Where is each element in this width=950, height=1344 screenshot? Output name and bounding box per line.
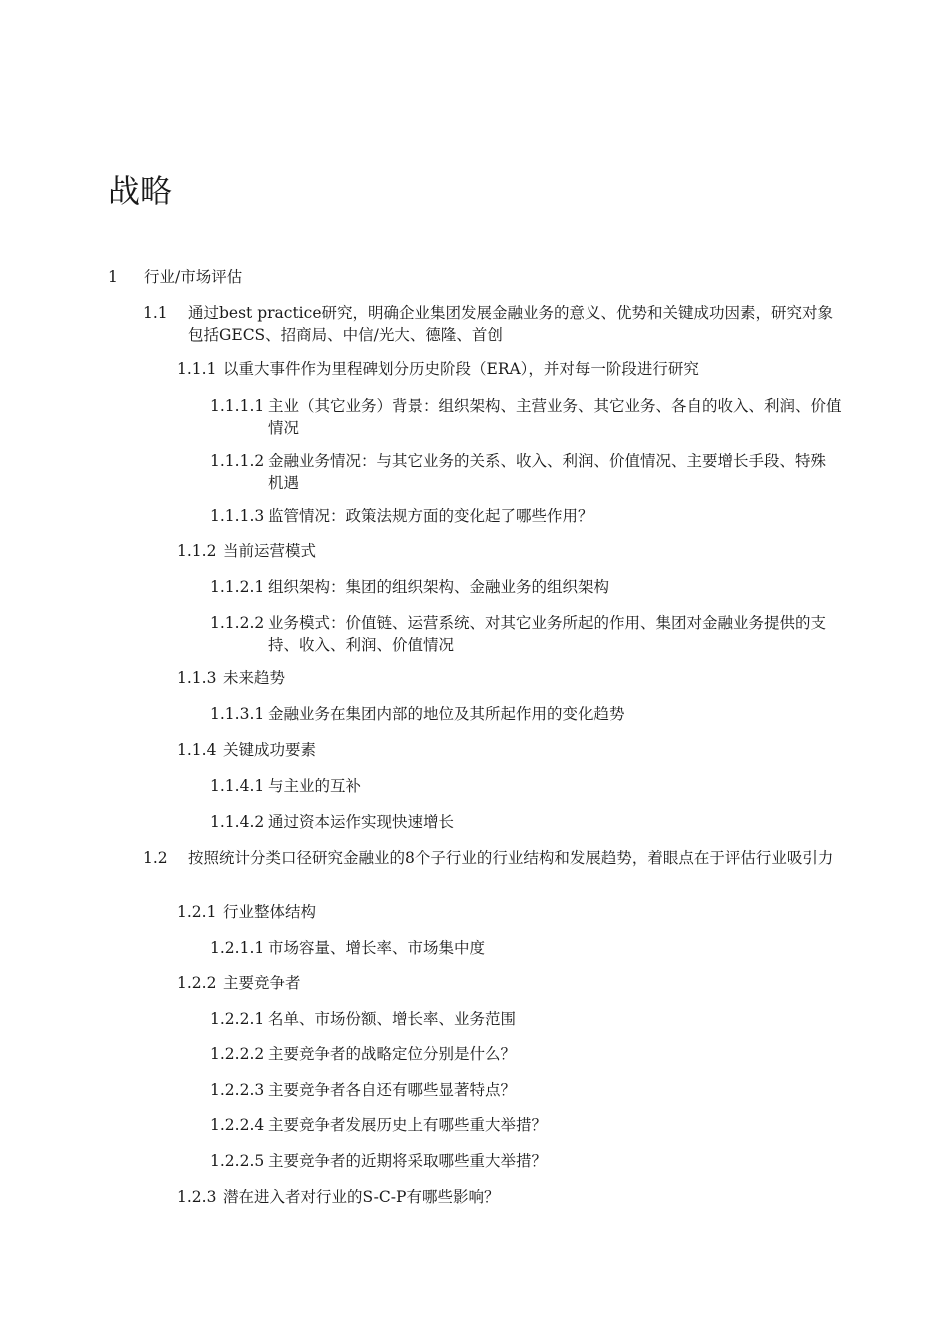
outline-text: 按照统计分类口径研究金融业的8个子行业的行业结构和发展趋势，着眼点在于评估行业吸引力	[188, 849, 834, 867]
outline-number: 1.1.2.1	[210, 578, 265, 596]
outline-item-1-2-2-2	[210, 1043, 850, 1065]
outline-number: 1.2	[143, 849, 168, 867]
outline-item-1-2-2-3	[210, 1079, 850, 1101]
outline-item-1-2-1	[177, 901, 847, 923]
outline-item-1-1-1-1	[210, 395, 850, 439]
outline-text: 潜在进入者对行业的S-C-P有哪些影响？	[223, 1188, 500, 1206]
outline-number: 1.1.1.3	[210, 507, 265, 525]
outline-text: 金融业务在集团内部的地位及其所起作用的变化趋势	[268, 705, 625, 723]
outline-number: 1.1.1.2	[210, 452, 265, 470]
outline-number: 1.2.2.3	[210, 1081, 265, 1099]
outline-text: 业务模式：价值链、运营系统、对其它业务所起的作用、集团对金融业务提供的支持、收入、利润、价值情况	[268, 614, 827, 654]
outline-item-1-2-2	[177, 972, 847, 994]
outline-number: 1.1.4.2	[210, 813, 265, 831]
outline-number: 1.1.3	[177, 669, 217, 687]
outline-item-1-2-2-5	[210, 1150, 850, 1172]
outline-item-1-1-4-2	[210, 811, 850, 833]
outline-number: 1	[108, 268, 118, 286]
outline-text: 以重大事件作为里程碑划分历史阶段（ERA），并对每一阶段进行研究	[223, 360, 699, 378]
outline-number: 1.2.3	[177, 1188, 217, 1206]
outline-number: 1.1.4	[177, 741, 217, 759]
outline-text: 主要竞争者的近期将采取哪些重大举措？	[268, 1152, 548, 1170]
outline-number: 1.2.2.1	[210, 1010, 265, 1028]
outline-item-1-2-1-1	[210, 937, 850, 959]
outline-item-1-1-4-1	[210, 775, 850, 797]
outline-item-1-1-1	[177, 358, 847, 380]
outline-text: 主业（其它业务）背景：组织架构、主营业务、其它业务、各自的收入、利润、价值情况	[268, 397, 842, 437]
outline-text: 组织架构：集团的组织架构、金融业务的组织架构	[268, 578, 610, 596]
outline-number: 1.2.2.2	[210, 1045, 265, 1063]
outline-number: 1.1.2.2	[210, 614, 265, 632]
outline-item-1-2	[143, 847, 843, 869]
outline-text: 主要竞争者发展历史上有哪些重大举措？	[268, 1116, 548, 1134]
outline-text: 主要竞争者	[223, 974, 301, 992]
outline-text: 行业/市场评估	[144, 268, 243, 286]
outline-text: 与主业的互补	[268, 777, 362, 795]
outline-number: 1.1.3.1	[210, 705, 265, 723]
outline-number: 1.1.4.1	[210, 777, 265, 795]
outline-text: 市场容量、增长率、市场集中度	[268, 939, 486, 957]
page-title: 战略	[108, 172, 173, 210]
outline-text: 主要竞争者各自还有哪些显著特点？	[268, 1081, 517, 1099]
outline-item-1-2-2-4	[210, 1114, 850, 1136]
outline-number: 1.2.2.5	[210, 1152, 265, 1170]
outline-text: 行业整体结构	[223, 903, 317, 921]
outline-item-1-1-3	[177, 667, 847, 689]
outline-item-1-1-3-1	[210, 703, 850, 725]
outline-item-1-1-4	[177, 739, 847, 761]
outline-item-1-1-1-3	[210, 505, 850, 527]
outline-number: 1.2.1	[177, 903, 217, 921]
outline-item-1-2-2-1	[210, 1008, 850, 1030]
outline-text: 未来趋势	[223, 669, 286, 687]
outline-text: 金融业务情况：与其它业务的关系、收入、利润、价值情况、主要增长手段、特殊机遇	[268, 452, 827, 492]
outline-number: 1.2.1.1	[210, 939, 265, 957]
outline-number: 1.1.2	[177, 542, 217, 560]
outline-item-1-1-2	[177, 540, 847, 562]
outline-number: 1.2.2	[177, 974, 217, 992]
outline-text: 通过best practice研究，明确企业集团发展金融业务的意义、优势和关键成功因素，研究对象包括GECS、招商局、中信/光大、德隆、首创	[188, 304, 834, 344]
outline-item-1-2-3	[177, 1186, 847, 1208]
outline-text: 主要竞争者的战略定位分别是什么？	[268, 1045, 517, 1063]
outline-item-1-1	[143, 302, 843, 346]
outline-text: 关键成功要素	[223, 741, 317, 759]
outline-item-1	[108, 266, 848, 288]
outline-item-1-1-2-1	[210, 576, 850, 598]
outline-item-1-1-1-2	[210, 450, 840, 494]
outline-text: 名单、市场份额、增长率、业务范围	[268, 1010, 517, 1028]
outline-number: 1.1	[143, 304, 168, 322]
outline-number: 1.2.2.4	[210, 1116, 265, 1134]
outline-number: 1.1.1.1	[210, 397, 265, 415]
outline-text: 监管情况：政策法规方面的变化起了哪些作用？	[268, 507, 594, 525]
outline-item-1-1-2-2	[210, 612, 840, 656]
outline-text: 当前运营模式	[223, 542, 317, 560]
outline-number: 1.1.1	[177, 360, 217, 378]
outline-text: 通过资本运作实现快速增长	[268, 813, 455, 831]
